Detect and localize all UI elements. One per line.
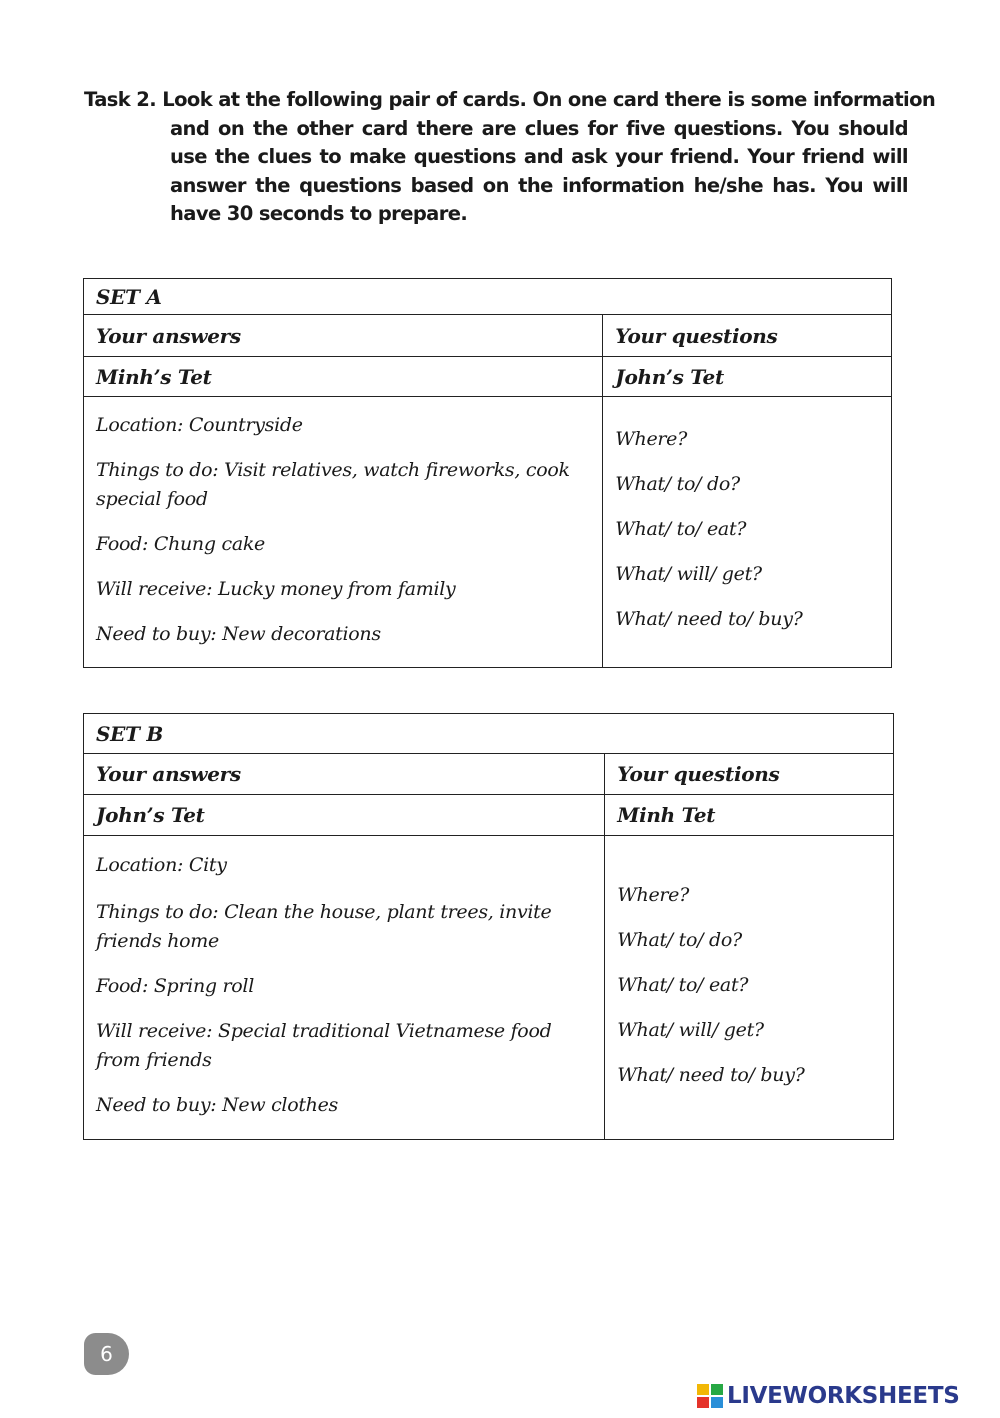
answer-item: Location: City (96, 854, 227, 876)
questions-list (603, 397, 892, 668)
question-item: What/ need to/ buy? (615, 608, 803, 630)
question-item: What/ will/ get? (615, 563, 762, 585)
question-item: Where? (617, 884, 690, 906)
questions-list (605, 836, 894, 1140)
questions-header: Your questions (605, 754, 894, 795)
answer-item: Will receive: Special traditional Vietnamese food from friends (96, 1020, 552, 1071)
answer-item: Need to buy: New decorations (96, 623, 381, 645)
task-rest: and on the other card there are clues for five questions. You should use the clues to make questions and ask your friend. Your friend will answer the questions based on the information he/she has. You will have 30 seconds to prepare. (170, 116, 908, 225)
set-title: SET A (84, 279, 892, 315)
questions-subject: Minh Tet (605, 795, 894, 836)
task-first-line: Task 2. Look at the following pair of cards. On one card there is some information (84, 88, 936, 111)
answers-subject: John’s Tet (84, 795, 605, 836)
brand-mark-square (697, 1397, 709, 1408)
questions-subject: John’s Tet (603, 357, 892, 397)
brand-name: LIVEWORKSHEETS (727, 1383, 960, 1409)
answer-item: Need to buy: New clothes (96, 1094, 338, 1116)
answers-header: Your answers (84, 315, 603, 357)
brand-mark-icon (697, 1384, 723, 1408)
page-number: 6 (84, 1333, 129, 1375)
answer-item: Location: Countryside (96, 414, 303, 436)
answer-item: Will receive: Lucky money from family (96, 578, 456, 600)
question-item: What/ to/ do? (617, 929, 742, 951)
brand-mark-square (711, 1384, 723, 1395)
questions-header: Your questions (603, 315, 892, 357)
question-item: What/ need to/ buy? (617, 1064, 805, 1086)
answers-header: Your answers (84, 754, 605, 795)
set-a-card (83, 278, 892, 668)
question-item: What/ to/ eat? (617, 974, 749, 996)
answer-item: Things to do: Clean the house, plant trees, invite friends home (96, 901, 552, 952)
question-item: Where? (615, 428, 688, 450)
answers-list (84, 836, 605, 1140)
brand-mark-square (697, 1384, 709, 1395)
answer-item: Things to do: Visit relatives, watch fireworks, cook special food (96, 459, 570, 510)
answers-list (84, 397, 603, 668)
set-b-card (83, 713, 894, 1140)
task-instructions (84, 86, 936, 229)
question-item: What/ will/ get? (617, 1019, 764, 1041)
liveworksheets-logo[interactable] (697, 1382, 959, 1410)
answers-subject: Minh’s Tet (84, 357, 603, 397)
question-item: What/ to/ do? (615, 473, 740, 495)
brand-mark-square (711, 1397, 723, 1408)
answer-item: Food: Chung cake (96, 533, 266, 555)
question-item: What/ to/ eat? (615, 518, 747, 540)
answer-item: Food: Spring roll (96, 975, 254, 997)
set-title: SET B (84, 714, 894, 754)
